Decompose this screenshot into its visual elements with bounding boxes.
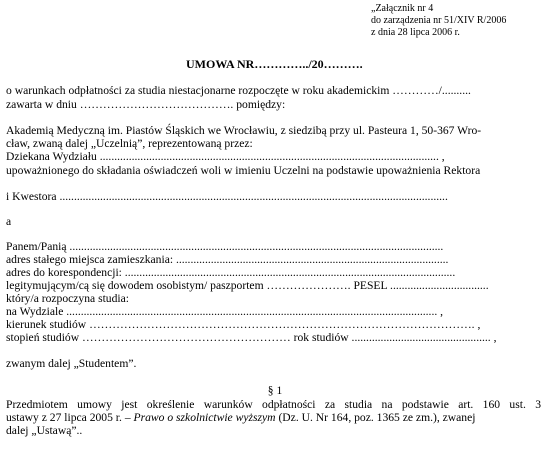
document-title: UMOWA NR…………../20………. — [186, 57, 363, 71]
annex-line-2: do zarządzenia nr 51/XIV R/2006 — [371, 15, 507, 26]
party2-line-9: zwanym dalej „Studentem”. — [6, 357, 137, 370]
party2-line-7: kierunek studiów ………………………………………………………………………………………. , — [6, 318, 481, 331]
party2-line-5: który/a rozpoczyna studia: — [6, 292, 129, 305]
intro-line-1: o warunkach odpłatności za studia niestacjonarne rozpoczęte w roku akademickim …………/.......... — [6, 84, 471, 97]
section-1-line-3: dalej „Ustawą”.. — [6, 424, 83, 437]
party2-line-4: legitymującym/cą się dowodem osobistym/ paszportem …………………. PESEL .................................. — [6, 279, 489, 292]
section-1-line-1: Przedmiotem umowy jest określenie warunków odpłatności za studia na podstawie art. 160 ust. 3 — [6, 398, 541, 411]
party2-line-1: Panem/Panią ................................................................................................................................. — [6, 240, 444, 253]
annex-line-3: z dnia 28 lipca 2006 r. — [371, 27, 460, 38]
party1-line-4: upoważnionego do składania oświadczeń woli w imieniu Uczelni na podstawie upoważnienia Rektora — [6, 164, 481, 177]
section-1-line-2 — [6, 411, 475, 424]
party2-line-8: stopień studiów ……………………………………………… rok studiów ................................................ , — [6, 331, 497, 344]
section-1-line-2-pre: ustawy z 27 lipca 2005 r. – — [6, 411, 134, 424]
party2-line-3: adres do korespondencji: .................................................................................................................. — [6, 266, 456, 279]
party1-line-1: Akademią Medyczną im. Piastów Śląskich we Wrocławiu, z siedzibą przy ul. Pasteura 1, 50-367 Wro- — [6, 124, 482, 137]
party2-line-2: adres stałego miejsca zamieszkania: .............................................................................................. — [6, 253, 449, 266]
intro-line-2: zawarta w dniu …………………………………. pomiędzy: — [6, 98, 286, 111]
conjunction: a — [6, 215, 12, 228]
annex-line-1: „Załącznik nr 4 — [371, 3, 434, 14]
party1-line-2: cław, zwaną dalej „Uczelnią”, reprezentowaną przez: — [6, 137, 253, 150]
party1-line-5: i Kwestora ...................................................................................................................................... — [6, 190, 448, 203]
section-1-heading: § 1 — [267, 384, 283, 397]
section-1-line-2-post: (Dz. U. Nr 164, poz. 1365 ze zm.), zwanej — [275, 411, 476, 424]
party1-line-3: Dziekana Wydziału ..................................................................................................................... , — [6, 150, 445, 163]
party2-line-6: na Wydziale ................................................................................................................................ , — [6, 305, 444, 318]
law-title: Prawo o szkolnictwie wyższym — [133, 411, 276, 424]
